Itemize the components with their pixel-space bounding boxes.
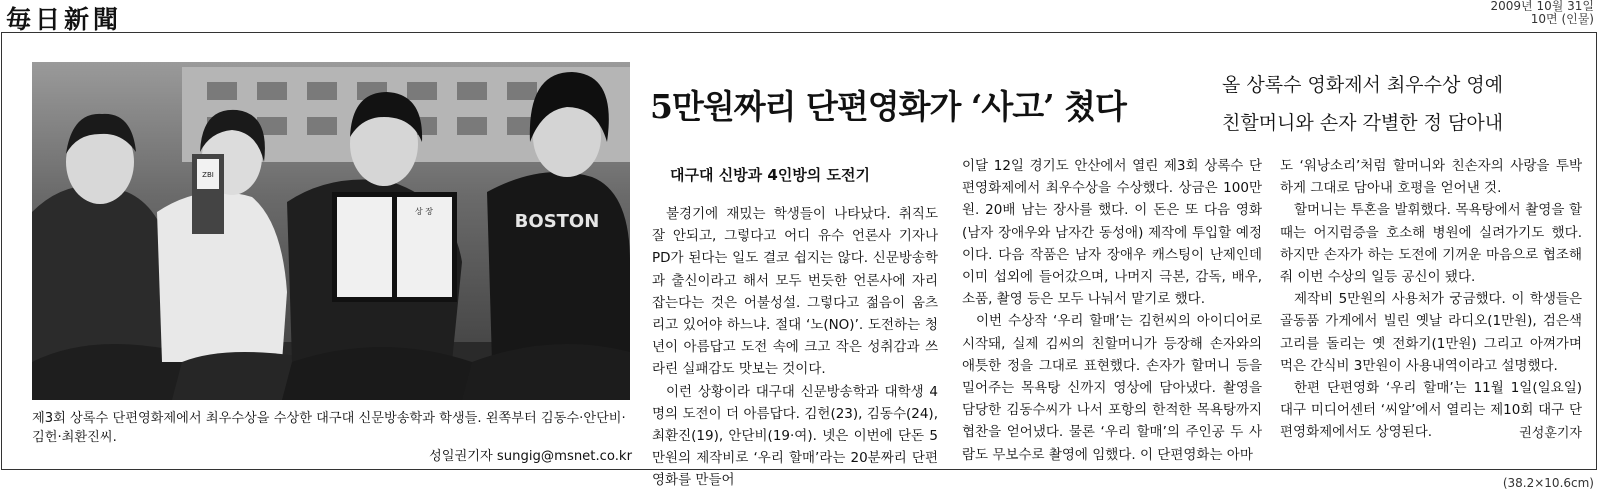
body-paragraph: 한편 단편영화 ‘우리 할매’는 11월 1일(일요일) 대구 미디어센터 ‘씨알’에서 열리는 제10회 대구 단편영화제에서도 상영된다.	[1280, 380, 1582, 441]
body-paragraph: 이런 상황이라 대구대 신문방송학과 대학생 4명의 도전이 더 아름답다. 김헌(23), 김동수(24), 최환진(19), 안단비(19·여). 넷은 이번에 단돈 5만원의 제작비로 ‘우리 할매’라는 20분짜리 단편영화를 만들어	[652, 383, 938, 489]
body-column-2	[962, 155, 1262, 466]
body-paragraph: 불경기에 재밌는 학생들이 나타났다. 취직도 잘 안되고, 그렇다고 어디 유수 언론사 기자나 PD가 된다는 일도 결코 쉽지는 않다. 신문방송학과 출신이라고 해서 모두 번듯한 언론사에 자리잡는다는 것은 어불성설. 그렇다고 젊음이 움츠리고 있어야 하느냐. 절대 ‘노(NO)’. 도전하는 청년이 아름답고 도전 속에 크고 작은 성취감과 쓰라린 실패감도 맛보는 것이다.	[652, 206, 938, 378]
issue-date: 2009년 10월 31일	[1490, 0, 1594, 13]
body-column-3	[1280, 155, 1582, 444]
photo-caption	[32, 409, 632, 466]
article-size-note: (38.2×10.6cm)	[1502, 476, 1594, 490]
certificate-title: 상 장	[415, 207, 433, 216]
body-paragraph: 이달 12일 경기도 안산에서 열린 제3회 상록수 단편영화제에서 최우수상을 수상했다. 상금은 100만원. 20배 남는 장사를 했다. 이 돈은 또 다음 영화(남자 장애우와 남자간 동성애) 제작에 투입할 예정이다. 다음 작품은 남자 장애우 캐스팅이 난제인데 이미 섭외에 들어갔으며, 나머지 극본, 감독, 배우, 소품, 촬영 등은 모두 나눠서 맡기로 했다.	[962, 158, 1262, 308]
article-subheads	[1222, 66, 1582, 142]
body-paragraph: 도 ‘워낭소리’처럼 할머니와 친손자의 사랑을 투박하게 그대로 담아내 호평을 얻어낸 것.	[1280, 158, 1582, 197]
subhead-line: 친할머니와 손자 각별한 정 담아내	[1222, 112, 1504, 134]
trophy-label: ZBI	[202, 171, 214, 179]
byline: 권성훈기자	[1519, 426, 1582, 441]
body-column-1	[652, 203, 938, 492]
body-paragraph: 할머니는 투혼을 발휘했다. 목욕탕에서 촬영을 할 때는 어지럼증을 호소해 병원에 실려가기도 했다. 하지만 손자가 하는 도전에 기꺼운 마음으로 협조해줘 이번 수상의 일등 공신이 됐다.	[1280, 202, 1582, 286]
photo-credit: 성일권기자 sungig@msnet.co.kr	[429, 449, 632, 464]
subhead-line: 올 상록수 영화제서 최우수상 영예	[1222, 74, 1504, 96]
students-photo-illustration	[32, 62, 630, 400]
issue-page: 10면 (인물)	[1530, 12, 1594, 26]
section-title: 대구대 신방과 4인방의 도전기	[670, 166, 870, 184]
body-paragraph: 이번 수상작 ‘우리 할매’는 김헌씨의 아이디어로 시작돼, 실제 김씨의 친할머니가 등장해 손자와의 애틋한 정을 그대로 표현했다. 손자가 할머니 등을 밀어주는 목욕탕 신까지 영상에 담아냈다. 촬영을 담당한 김동수씨가 나서 포항의 한적한 목욕탕까지 협찬을 얻어냈다. 물론 ‘우리 할매’의 주인공 두 사람도 무보수로 촬영에 임했다. 이 단편영화는 아마	[962, 313, 1262, 463]
issue-info	[1491, 0, 1594, 26]
newspaper-masthead: 毎日新聞	[6, 5, 123, 34]
article-headline: 5만원짜리 단편영화가 ‘사고’ 쳤다	[650, 87, 1126, 126]
body-paragraph: 제작비 5만원의 사용처가 궁금했다. 이 학생들은 골동품 가게에서 빌린 옛날 라디오(1만원), 검은색 고리를 돌리는 옛 전화기(1만원) 그리고 아껴가며 먹은 간식비 3만원이 사용내역이라고 설명했다.	[1280, 291, 1582, 374]
article-photo	[32, 62, 630, 400]
caption-text: 제3회 상록수 단편영화제에서 최우수상을 수상한 대구대 신문방송학과 학생들. 왼쪽부터 김동수·안단비·김헌·최환진씨.	[32, 411, 626, 445]
sweatshirt-text: BOSTON	[514, 211, 600, 232]
